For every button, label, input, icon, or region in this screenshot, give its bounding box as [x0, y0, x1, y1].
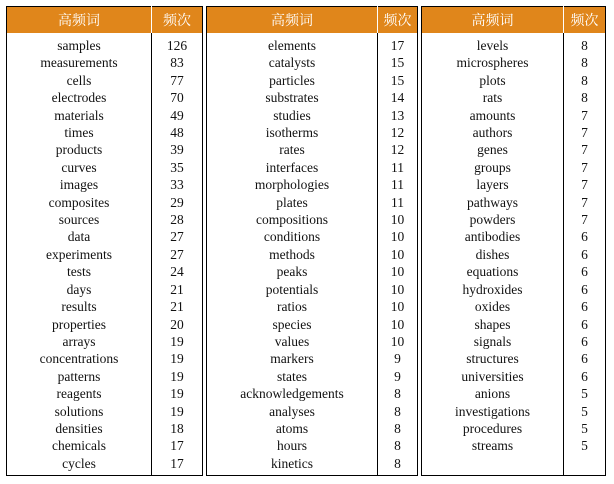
- table-row: [207, 420, 418, 437]
- frequency-cell: 27: [152, 228, 203, 245]
- frequency-cell: 18: [152, 420, 203, 437]
- table-row: [422, 228, 606, 245]
- frequency-cell: 11: [378, 176, 418, 193]
- table-row: [7, 420, 203, 437]
- frequency-cell: 6: [564, 350, 606, 367]
- word-frequency-table-2: [206, 6, 418, 476]
- frequency-cell: 5: [564, 420, 606, 437]
- frequency-cell: 39: [152, 141, 203, 158]
- table-row: [207, 159, 418, 176]
- keyword-cell: days: [66, 281, 92, 297]
- keyword-cell: concentrations: [39, 351, 119, 367]
- keyword-cell: catalysts: [268, 55, 316, 71]
- table-row: [7, 455, 203, 476]
- keyword-cell: chemicals: [52, 438, 106, 454]
- frequency-cell: 33: [152, 176, 203, 193]
- table-body: [207, 33, 418, 476]
- frequency-cell: 8: [378, 437, 418, 454]
- table-row: [422, 211, 606, 228]
- frequency-cell: 6: [564, 333, 606, 350]
- frequency-cell: 48: [152, 124, 203, 141]
- table-row: [7, 107, 203, 124]
- keyword-cell: isotherms: [265, 125, 319, 141]
- keyword-cell: particles: [269, 72, 315, 88]
- keyword-cell: tests: [66, 264, 91, 280]
- frequency-cell: 10: [378, 211, 418, 228]
- keyword-cell: microspheres: [456, 55, 529, 71]
- keyword-cell: dishes: [475, 246, 510, 262]
- keyword-cell: properties: [52, 316, 106, 332]
- keyword-cell: substrates: [265, 90, 319, 106]
- count-column-header: 频次: [378, 7, 418, 34]
- table-row: [7, 228, 203, 245]
- keyword-cell: equations: [466, 264, 519, 280]
- keyword-cell: pathways: [467, 194, 518, 210]
- table-row: [207, 54, 418, 71]
- table-row: [207, 89, 418, 106]
- table-row: [207, 316, 418, 333]
- frequency-cell: 11: [378, 159, 418, 176]
- table-row: [422, 455, 606, 476]
- keyword-cell: authors: [472, 125, 513, 141]
- table-row: [422, 159, 606, 176]
- keyword-cell: rates: [279, 142, 305, 158]
- frequency-cell: 8: [378, 385, 418, 402]
- keyword-cell: oxides: [474, 299, 511, 315]
- frequency-cell: 19: [152, 333, 203, 350]
- word-frequency-table-1: [6, 6, 203, 476]
- frequency-cell: 10: [378, 228, 418, 245]
- frequency-cell: 8: [564, 54, 606, 71]
- keyword-cell: patterns: [57, 368, 101, 384]
- frequency-cell: 6: [564, 263, 606, 280]
- frequency-cell: 8: [564, 72, 606, 89]
- keyword-cell: powders: [469, 212, 516, 228]
- frequency-cell: 13: [378, 107, 418, 124]
- table-row: [207, 455, 418, 476]
- table-row: [422, 141, 606, 158]
- frequency-cell: 6: [564, 368, 606, 385]
- keyword-cell: sources: [58, 212, 100, 228]
- table-row: [7, 298, 203, 315]
- table-row: [207, 228, 418, 245]
- table-row: [207, 385, 418, 402]
- keyword-cell: curves: [61, 159, 97, 175]
- keyword-cell: amounts: [469, 107, 516, 123]
- frequency-cell: 12: [378, 141, 418, 158]
- table-row: [207, 72, 418, 89]
- table-row: [422, 72, 606, 89]
- frequency-cell: 7: [564, 176, 606, 193]
- keyword-cell: arrays: [62, 333, 96, 349]
- frequency-cell: 10: [378, 246, 418, 263]
- keyword-cell: interfaces: [265, 159, 319, 175]
- table-row: [207, 141, 418, 158]
- frequency-cell: 7: [564, 211, 606, 228]
- table-row: [207, 350, 418, 367]
- keyword-cell: species: [272, 316, 312, 332]
- frequency-cell: 8: [564, 89, 606, 106]
- table-row: [422, 33, 606, 54]
- keyword-cell: plates: [276, 194, 308, 210]
- table-row: [207, 403, 418, 420]
- keyword-cell: kinetics: [271, 455, 313, 471]
- frequency-cell: 19: [152, 385, 203, 402]
- frequency-cell: 17: [378, 33, 418, 54]
- frequency-cell: 20: [152, 316, 203, 333]
- keyword-cell: experiments: [46, 246, 112, 262]
- keyword-cell: materials: [54, 107, 104, 123]
- table-header: [207, 7, 418, 34]
- keyword-cell: signals: [473, 333, 512, 349]
- table-row: [7, 211, 203, 228]
- table-row: [422, 194, 606, 211]
- table-row: [207, 194, 418, 211]
- frequency-cell: 24: [152, 263, 203, 280]
- table-row: [422, 333, 606, 350]
- table-row: [422, 246, 606, 263]
- table-row: [207, 211, 418, 228]
- table-row: [7, 263, 203, 280]
- table-row: [422, 281, 606, 298]
- table-row: [7, 141, 203, 158]
- frequency-cell: 49: [152, 107, 203, 124]
- table-header: [7, 7, 203, 34]
- keyword-cell: hours: [277, 438, 307, 454]
- keyword-cell: universities: [461, 368, 524, 384]
- word-column-header: 高频词: [207, 7, 378, 34]
- frequency-cell: 5: [564, 385, 606, 402]
- table-row: [7, 385, 203, 402]
- frequency-cell: 15: [378, 54, 418, 71]
- table-row: [422, 316, 606, 333]
- keyword-cell: layers: [476, 177, 509, 193]
- frequency-cell: 5: [564, 437, 606, 454]
- frequency-cell: 8: [378, 420, 418, 437]
- frequency-cell: 6: [564, 281, 606, 298]
- table-row: [7, 437, 203, 454]
- frequency-cell: 7: [564, 159, 606, 176]
- frequency-cell: 126: [152, 33, 203, 54]
- table-row: [207, 298, 418, 315]
- keyword-cell: plots: [479, 72, 506, 88]
- frequency-cell: 6: [564, 298, 606, 315]
- table-row: [207, 263, 418, 280]
- table-row: [7, 124, 203, 141]
- table-row: [422, 350, 606, 367]
- keyword-cell: solutions: [54, 403, 104, 419]
- frequency-cell: 83: [152, 54, 203, 71]
- keyword-cell: shapes: [474, 316, 511, 332]
- frequency-cell: 35: [152, 159, 203, 176]
- keyword-cell: investigations: [455, 403, 530, 419]
- table-row: [7, 350, 203, 367]
- frequency-cell: 6: [564, 246, 606, 263]
- table-row: [7, 333, 203, 350]
- table-row: [7, 54, 203, 71]
- frequency-cell: 77: [152, 72, 203, 89]
- keyword-cell: groups: [474, 159, 511, 175]
- keyword-cell: samples: [57, 38, 101, 53]
- frequency-cell: 10: [378, 316, 418, 333]
- word-column-header: 高频词: [7, 7, 152, 34]
- table-row: [207, 124, 418, 141]
- table-row: [7, 89, 203, 106]
- frequency-cell: 21: [152, 281, 203, 298]
- keyword-cell: atoms: [275, 420, 309, 436]
- keyword-cell: rats: [482, 90, 503, 106]
- table-header: [422, 7, 606, 34]
- frequency-cell: 17: [152, 437, 203, 454]
- frequency-cell: 10: [378, 263, 418, 280]
- keyword-cell: genes: [477, 142, 508, 158]
- keyword-cell: values: [274, 333, 310, 349]
- keyword-cell: levels: [476, 38, 509, 53]
- keyword-cell: cells: [66, 72, 92, 88]
- table-row: [7, 159, 203, 176]
- table-row: [207, 246, 418, 263]
- keyword-cell: elements: [268, 38, 316, 53]
- frequency-cell: 8: [564, 33, 606, 54]
- table-row: [7, 403, 203, 420]
- keyword-cell: products: [55, 142, 103, 158]
- table-row: [422, 107, 606, 124]
- keyword-cell: results: [61, 299, 97, 315]
- frequency-cell: 70: [152, 89, 203, 106]
- table-row: [422, 437, 606, 454]
- table-row: [422, 403, 606, 420]
- keyword-cell: compositions: [255, 212, 328, 228]
- count-column-header: 频次: [564, 7, 606, 34]
- frequency-cell: 6: [564, 228, 606, 245]
- frequency-cell: 6: [564, 316, 606, 333]
- keyword-cell: procedures: [462, 420, 523, 436]
- keyword-cell: analyses: [269, 403, 315, 419]
- keyword-cell: states: [277, 368, 307, 384]
- frequency-cell: 10: [378, 298, 418, 315]
- table-row: [7, 281, 203, 298]
- keyword-cell: methods: [269, 246, 315, 262]
- keyword-cell: morphologies: [254, 177, 330, 193]
- keyword-cell: studies: [273, 107, 311, 123]
- frequency-cell: 21: [152, 298, 203, 315]
- keyword-cell: acknowledgements: [240, 386, 344, 402]
- table-row: [422, 420, 606, 437]
- table-row: [422, 368, 606, 385]
- table-row: [422, 385, 606, 402]
- keyword-cell: streams: [471, 438, 514, 454]
- frequency-cell: 8: [378, 455, 418, 476]
- table-row: [7, 33, 203, 54]
- table-row: [7, 194, 203, 211]
- table-row: [207, 176, 418, 193]
- frequency-cell: 9: [378, 350, 418, 367]
- table-row: [207, 107, 418, 124]
- keyword-cell: composites: [48, 194, 110, 210]
- frequency-cell: 15: [378, 72, 418, 89]
- keyword-cell: data: [67, 229, 91, 245]
- table-row: [422, 263, 606, 280]
- frequency-cell: 14: [378, 89, 418, 106]
- frequency-cell: 12: [378, 124, 418, 141]
- keyword-cell: images: [59, 177, 99, 193]
- table-row: [7, 316, 203, 333]
- frequency-cell: 7: [564, 124, 606, 141]
- frequency-cell: 17: [152, 455, 203, 476]
- table-row: [422, 176, 606, 193]
- keyword-cell: structures: [466, 351, 519, 367]
- frequency-cell: 7: [564, 194, 606, 211]
- keyword-cell: markers: [270, 351, 314, 367]
- keyword-cell: times: [64, 125, 94, 141]
- keyword-cell: anions: [474, 386, 511, 402]
- frequency-cell: 7: [564, 141, 606, 158]
- frequency-cell: 8: [378, 403, 418, 420]
- frequency-cell: 28: [152, 211, 203, 228]
- table-row: [207, 281, 418, 298]
- frequency-cell: 19: [152, 403, 203, 420]
- table-row: [422, 89, 606, 106]
- table-row: [207, 33, 418, 54]
- frequency-cell: 10: [378, 333, 418, 350]
- keyword-cell: antibodies: [464, 229, 521, 245]
- keyword-cell: [422, 455, 564, 476]
- frequency-cell: [564, 455, 606, 476]
- keyword-cell: densities: [55, 420, 103, 436]
- frequency-tables: [6, 6, 606, 476]
- frequency-cell: 29: [152, 194, 203, 211]
- frequency-cell: 10: [378, 281, 418, 298]
- keyword-cell: ratios: [277, 299, 307, 315]
- keyword-cell: peaks: [276, 264, 308, 280]
- table-row: [7, 246, 203, 263]
- table-row: [422, 298, 606, 315]
- table-row: [7, 72, 203, 89]
- frequency-cell: 7: [564, 107, 606, 124]
- keyword-cell: electrodes: [51, 90, 107, 106]
- count-column-header: 频次: [152, 7, 203, 34]
- table-row: [7, 368, 203, 385]
- keyword-cell: reagents: [56, 386, 102, 402]
- table-row: [207, 437, 418, 454]
- keyword-cell: cycles: [62, 455, 96, 471]
- table-row: [422, 124, 606, 141]
- table-row: [422, 54, 606, 71]
- keyword-cell: conditions: [263, 229, 321, 245]
- frequency-cell: 27: [152, 246, 203, 263]
- frequency-cell: 11: [378, 194, 418, 211]
- word-frequency-table-3: [421, 6, 606, 476]
- word-column-header: 高频词: [422, 7, 564, 34]
- table-body: [7, 33, 203, 476]
- table-body: [422, 33, 606, 476]
- frequency-cell: 5: [564, 403, 606, 420]
- frequency-cell: 19: [152, 350, 203, 367]
- table-row: [207, 368, 418, 385]
- frequency-cell: 19: [152, 368, 203, 385]
- table-row: [207, 333, 418, 350]
- keyword-cell: potentials: [265, 281, 319, 297]
- table-row: [7, 176, 203, 193]
- keyword-cell: measurements: [40, 55, 118, 71]
- frequency-cell: 9: [378, 368, 418, 385]
- keyword-cell: hydroxides: [462, 281, 523, 297]
